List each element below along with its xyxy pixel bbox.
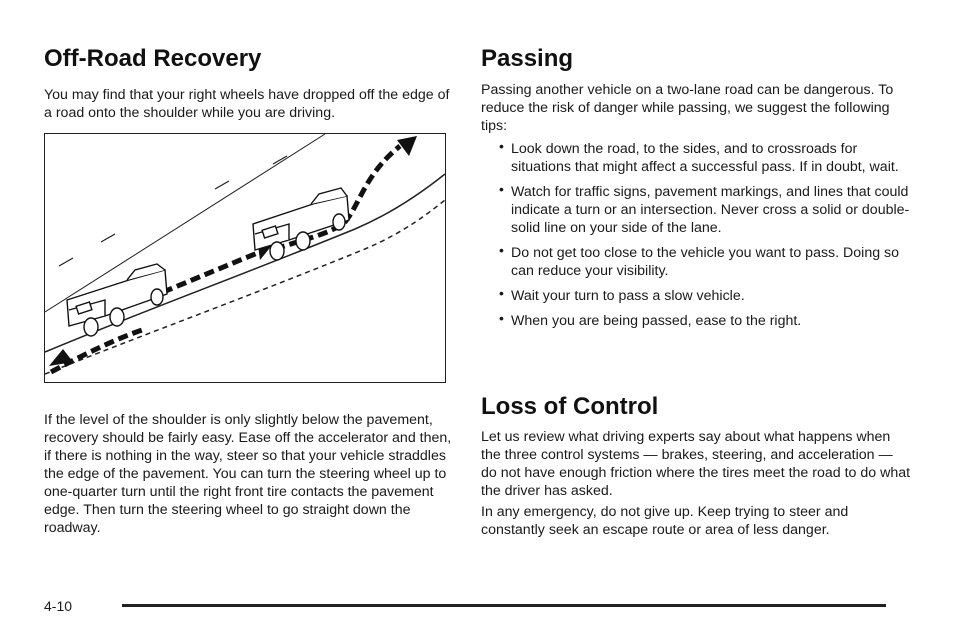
tip-text: Wait your turn to pass a slow vehicle. xyxy=(511,288,745,304)
loss-of-control-paragraph-1: Let us review what driving experts say about what happens when the three control systems — brakes, steering, and acceleration — do not have enough friction where the tires meet the road to do what the driver has asked. xyxy=(481,429,911,499)
off-road-body-paragraph: If the level of the shoulder is only slightly below the pavement, recovery should be fairly easy. Ease off the accelerator and then, if there is nothing in the way, steer so that your vehicle straddles the edge of the pavement. You can turn the steering wheel up to one-quarter turn until the right front tire contacts the pavement edge. Then turn the steering wheel to go straight down the roadway. xyxy=(44,412,452,536)
tip-text: When you are being passed, ease to the right. xyxy=(511,313,802,329)
recovery-path xyxy=(51,146,400,372)
section-title-loss-of-control: Loss of Control xyxy=(481,393,659,420)
path-arrowheads xyxy=(49,136,417,366)
bullet-icon: • xyxy=(499,285,504,301)
page-number: 4-10 xyxy=(44,598,73,614)
off-road-intro-paragraph: You may find that your right wheels have dropped off the edge of a road onto the shoulder while you are driving. xyxy=(44,87,450,121)
list-item xyxy=(481,183,921,237)
passing-tips-list xyxy=(481,140,921,337)
bullet-icon: • xyxy=(499,310,504,326)
list-item xyxy=(481,244,921,280)
list-item xyxy=(481,312,921,330)
pickup-truck-lower xyxy=(67,264,167,336)
section-title-passing: Passing xyxy=(481,45,574,72)
loss-of-control-paragraph-2: In any emergency, do not give up. Keep trying to steer and constantly seek an escape route or area of less danger. xyxy=(481,504,849,538)
footer-rule xyxy=(122,604,886,607)
list-item xyxy=(481,140,921,176)
bullet-icon: • xyxy=(499,242,504,258)
section-title-off-road-recovery: Off-Road Recovery xyxy=(44,45,262,72)
off-road-recovery-illustration xyxy=(44,133,446,383)
passing-intro-paragraph: Passing another vehicle on a two-lane road can be dangerous. To reduce the risk of danger while passing, we suggest the following tips: xyxy=(481,82,894,134)
center-dashes xyxy=(59,156,287,266)
tip-text: Do not get too close to the vehicle you want to pass. Doing so can reduce your visibility. xyxy=(511,245,900,279)
road-diagram xyxy=(45,134,445,382)
tip-text: Watch for traffic signs, pavement markings, and lines that could indicate a turn or an intersection. Never cross a solid or double-solid line on your side of the lane. xyxy=(511,184,910,236)
tip-text: Look down the road, to the sides, and to crossroads for situations that might affect a successful pass. If in doubt, wait. xyxy=(511,141,899,175)
bullet-icon: • xyxy=(499,138,504,154)
bullet-icon: • xyxy=(499,181,504,197)
list-item xyxy=(481,287,921,305)
